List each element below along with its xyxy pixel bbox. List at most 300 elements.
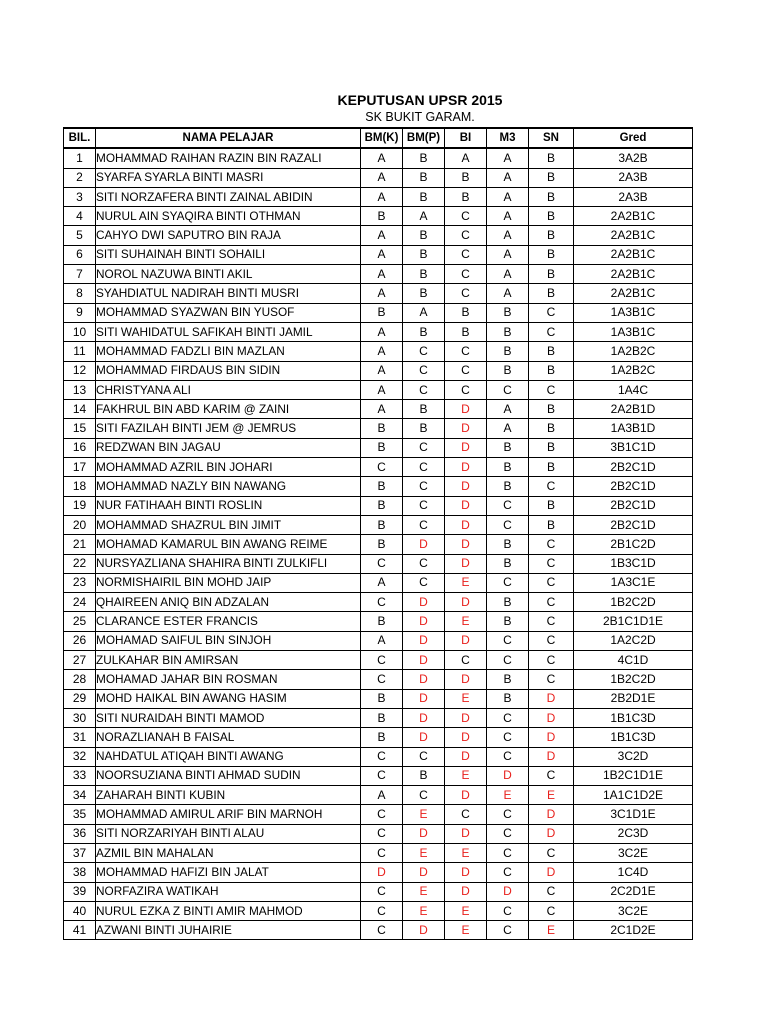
- cell-m3: C: [487, 747, 529, 766]
- cell-m3: D: [487, 882, 529, 901]
- cell-gred: 2B2C1D: [574, 515, 693, 534]
- cell-bi: B: [445, 303, 487, 322]
- table-row: [64, 824, 693, 843]
- cell-bmk: C: [361, 747, 403, 766]
- table-row: [64, 863, 693, 882]
- cell-bmp: C: [403, 458, 445, 477]
- cell-sn: C: [529, 843, 574, 862]
- table-row: [64, 477, 693, 496]
- header-nama-pelajar: NAMA PELAJAR: [96, 128, 361, 148]
- cell-bil: 35: [64, 805, 96, 824]
- cell-bmk: C: [361, 651, 403, 670]
- cell-bil: 8: [64, 284, 96, 303]
- table-row: [64, 168, 693, 187]
- table-row: [64, 651, 693, 670]
- cell-bil: 28: [64, 670, 96, 689]
- cell-bmp: B: [403, 419, 445, 438]
- cell-nama: ZAHARAH BINTI KUBIN: [96, 786, 361, 805]
- cell-bil: 19: [64, 496, 96, 515]
- cell-bmk: B: [361, 708, 403, 727]
- cell-bmp: C: [403, 496, 445, 515]
- cell-m3: A: [487, 265, 529, 284]
- cell-bmp: B: [403, 322, 445, 341]
- cell-nama: SYARFA SYARLA BINTI MASRI: [96, 168, 361, 187]
- cell-bi: B: [445, 187, 487, 206]
- cell-bi: D: [445, 419, 487, 438]
- header-bmk: BM(K): [361, 128, 403, 148]
- cell-m3: C: [487, 863, 529, 882]
- cell-bil: 27: [64, 651, 96, 670]
- cell-m3: C: [487, 901, 529, 920]
- cell-bmk: C: [361, 805, 403, 824]
- cell-bmp: B: [403, 766, 445, 785]
- cell-sn: B: [529, 245, 574, 264]
- cell-m3: C: [487, 380, 529, 399]
- cell-nama: SITI SUHAINAH BINTI SOHAILI: [96, 245, 361, 264]
- cell-nama: NOROL NAZUWA BINTI AKIL: [96, 265, 361, 284]
- cell-gred: 1B2C2D: [574, 670, 693, 689]
- cell-gred: 1A3B1C: [574, 303, 693, 322]
- cell-gred: 1A2B2C: [574, 361, 693, 380]
- cell-nama: FAKHRUL BIN ABD KARIM @ ZAINI: [96, 400, 361, 419]
- cell-bi: C: [445, 380, 487, 399]
- cell-gred: 2A2B1C: [574, 226, 693, 245]
- table-row: [64, 843, 693, 862]
- cell-gred: 1B3C1D: [574, 554, 693, 573]
- cell-sn: C: [529, 303, 574, 322]
- cell-sn: B: [529, 168, 574, 187]
- table-row: [64, 515, 693, 534]
- cell-m3: A: [487, 284, 529, 303]
- cell-bi: C: [445, 361, 487, 380]
- cell-m3: A: [487, 245, 529, 264]
- cell-bmk: C: [361, 593, 403, 612]
- cell-m3: D: [487, 766, 529, 785]
- cell-bmk: A: [361, 226, 403, 245]
- cell-bil: 33: [64, 766, 96, 785]
- cell-bmk: C: [361, 458, 403, 477]
- cell-nama: MOHAMMAD RAIHAN RAZIN BIN RAZALI: [96, 148, 361, 168]
- cell-bmk: C: [361, 901, 403, 920]
- cell-bil: 32: [64, 747, 96, 766]
- cell-bmp: B: [403, 187, 445, 206]
- table-header-row: [64, 128, 693, 148]
- cell-bi: D: [445, 882, 487, 901]
- cell-gred: 1A4C: [574, 380, 693, 399]
- cell-gred: 2C3D: [574, 824, 693, 843]
- cell-bmk: B: [361, 496, 403, 515]
- table-row: [64, 612, 693, 631]
- cell-gred: 1A2B2C: [574, 342, 693, 361]
- cell-bmp: C: [403, 342, 445, 361]
- cell-bmp: E: [403, 805, 445, 824]
- cell-sn: D: [529, 689, 574, 708]
- cell-bil: 20: [64, 515, 96, 534]
- cell-bmk: A: [361, 265, 403, 284]
- cell-bil: 10: [64, 322, 96, 341]
- cell-nama: NURSYAZLIANA SHAHIRA BINTI ZULKIFLI: [96, 554, 361, 573]
- cell-bmp: A: [403, 303, 445, 322]
- cell-bil: 24: [64, 593, 96, 612]
- cell-gred: 2C2D1E: [574, 882, 693, 901]
- school-name: SK BUKIT GARAM.: [365, 110, 475, 124]
- cell-bi: D: [445, 400, 487, 419]
- cell-bil: 5: [64, 226, 96, 245]
- table-row: [64, 322, 693, 341]
- cell-m3: C: [487, 921, 529, 940]
- cell-m3: C: [487, 651, 529, 670]
- cell-bmp: D: [403, 824, 445, 843]
- cell-nama: NUR FATIHAAH BINTI ROSLIN: [96, 496, 361, 515]
- cell-nama: MOHAMMAD HAFIZI BIN JALAT: [96, 863, 361, 882]
- cell-gred: 1B2C1D1E: [574, 766, 693, 785]
- cell-nama: MOHAMMAD FADZLI BIN MAZLAN: [96, 342, 361, 361]
- cell-sn: C: [529, 573, 574, 592]
- table-row: [64, 786, 693, 805]
- cell-bi: D: [445, 747, 487, 766]
- cell-bil: 1: [64, 148, 96, 168]
- cell-bmk: B: [361, 207, 403, 226]
- cell-bi: E: [445, 921, 487, 940]
- cell-bmk: A: [361, 786, 403, 805]
- cell-bil: 23: [64, 573, 96, 592]
- cell-gred: 1A3B1D: [574, 419, 693, 438]
- cell-sn: B: [529, 438, 574, 457]
- cell-nama: SYAHDIATUL NADIRAH BINTI MUSRI: [96, 284, 361, 303]
- cell-bil: 15: [64, 419, 96, 438]
- cell-bmp: D: [403, 651, 445, 670]
- cell-gred: 3B1C1D: [574, 438, 693, 457]
- cell-sn: C: [529, 882, 574, 901]
- cell-m3: A: [487, 168, 529, 187]
- header-m3: M3: [487, 128, 529, 148]
- cell-bmk: A: [361, 400, 403, 419]
- table-row: [64, 573, 693, 592]
- cell-bil: 6: [64, 245, 96, 264]
- cell-m3: C: [487, 496, 529, 515]
- cell-bi: C: [445, 265, 487, 284]
- cell-nama: NORAZLIANAH B FAISAL: [96, 728, 361, 747]
- table-row: [64, 303, 693, 322]
- table-row: [64, 921, 693, 940]
- cell-nama: MOHAMAD SAIFUL BIN SINJOH: [96, 631, 361, 650]
- cell-bil: 36: [64, 824, 96, 843]
- cell-bmp: D: [403, 631, 445, 650]
- cell-bmk: A: [361, 631, 403, 650]
- cell-gred: 3C2E: [574, 901, 693, 920]
- cell-m3: C: [487, 824, 529, 843]
- cell-sn: C: [529, 612, 574, 631]
- cell-bmk: C: [361, 882, 403, 901]
- cell-sn: D: [529, 747, 574, 766]
- cell-m3: B: [487, 458, 529, 477]
- cell-m3: C: [487, 805, 529, 824]
- cell-bil: 18: [64, 477, 96, 496]
- cell-nama: SITI NURAIDAH BINTI MAMOD: [96, 708, 361, 727]
- cell-bmp: D: [403, 593, 445, 612]
- cell-gred: 1B1C3D: [574, 708, 693, 727]
- cell-bil: 12: [64, 361, 96, 380]
- cell-bil: 4: [64, 207, 96, 226]
- table-row: [64, 728, 693, 747]
- table-row: [64, 458, 693, 477]
- cell-bmp: B: [403, 226, 445, 245]
- table-row: [64, 535, 693, 554]
- header-bil: BIL.: [64, 128, 96, 148]
- cell-bi: D: [445, 728, 487, 747]
- cell-m3: B: [487, 322, 529, 341]
- cell-bil: 9: [64, 303, 96, 322]
- cell-bi: C: [445, 207, 487, 226]
- cell-gred: 2A2B1D: [574, 400, 693, 419]
- cell-sn: C: [529, 901, 574, 920]
- cell-sn: B: [529, 226, 574, 245]
- table-row: [64, 805, 693, 824]
- cell-sn: C: [529, 322, 574, 341]
- cell-m3: B: [487, 477, 529, 496]
- cell-nama: CHRISTYANA ALI: [96, 380, 361, 399]
- cell-bi: E: [445, 843, 487, 862]
- cell-nama: MOHAMMAD AMIRUL ARIF BIN MARNOH: [96, 805, 361, 824]
- cell-gred: 1A3C1E: [574, 573, 693, 592]
- cell-bmk: B: [361, 419, 403, 438]
- cell-bmp: B: [403, 245, 445, 264]
- cell-sn: C: [529, 554, 574, 573]
- cell-m3: C: [487, 708, 529, 727]
- cell-bi: D: [445, 863, 487, 882]
- cell-bmk: A: [361, 245, 403, 264]
- cell-nama: NURUL AIN SYAQIRA BINTI OTHMAN: [96, 207, 361, 226]
- cell-bmp: D: [403, 728, 445, 747]
- cell-gred: 2A2B1C: [574, 284, 693, 303]
- cell-gred: 2A2B1C: [574, 245, 693, 264]
- cell-bmp: D: [403, 921, 445, 940]
- cell-bi: C: [445, 651, 487, 670]
- cell-bmp: C: [403, 573, 445, 592]
- cell-bil: 11: [64, 342, 96, 361]
- table-row: [64, 689, 693, 708]
- cell-bmk: B: [361, 728, 403, 747]
- cell-bmk: B: [361, 515, 403, 534]
- cell-bmp: D: [403, 708, 445, 727]
- table-row: [64, 380, 693, 399]
- cell-bi: C: [445, 226, 487, 245]
- cell-bmk: C: [361, 824, 403, 843]
- cell-sn: C: [529, 670, 574, 689]
- cell-m3: A: [487, 400, 529, 419]
- cell-bmk: C: [361, 554, 403, 573]
- cell-gred: 2B2C1D: [574, 477, 693, 496]
- cell-nama: SITI WAHIDATUL SAFIKAH BINTI JAMIL: [96, 322, 361, 341]
- cell-sn: B: [529, 419, 574, 438]
- cell-m3: B: [487, 535, 529, 554]
- cell-bi: C: [445, 342, 487, 361]
- cell-bi: E: [445, 901, 487, 920]
- cell-sn: D: [529, 708, 574, 727]
- cell-bi: D: [445, 496, 487, 515]
- cell-bmp: C: [403, 786, 445, 805]
- cell-gred: 3C2D: [574, 747, 693, 766]
- cell-gred: 2B2C1D: [574, 458, 693, 477]
- cell-bil: 17: [64, 458, 96, 477]
- table-row: [64, 207, 693, 226]
- cell-m3: A: [487, 148, 529, 168]
- header-bi: BI: [445, 128, 487, 148]
- cell-nama: NURUL EZKA Z BINTI AMIR MAHMOD: [96, 901, 361, 920]
- cell-bi: E: [445, 573, 487, 592]
- cell-bmk: B: [361, 612, 403, 631]
- cell-nama: AZMIL BIN MAHALAN: [96, 843, 361, 862]
- cell-bil: 29: [64, 689, 96, 708]
- cell-gred: 2A2B1C: [574, 265, 693, 284]
- cell-sn: D: [529, 728, 574, 747]
- header-bmp: BM(P): [403, 128, 445, 148]
- table-row: [64, 361, 693, 380]
- table-row: [64, 148, 693, 168]
- cell-bi: D: [445, 670, 487, 689]
- cell-bmp: E: [403, 901, 445, 920]
- cell-bmk: A: [361, 342, 403, 361]
- cell-m3: A: [487, 226, 529, 245]
- cell-nama: NORMISHAIRIL BIN MOHD JAIP: [96, 573, 361, 592]
- table-row: [64, 438, 693, 457]
- cell-bil: 26: [64, 631, 96, 650]
- cell-sn: B: [529, 207, 574, 226]
- cell-bmp: D: [403, 612, 445, 631]
- cell-bmk: C: [361, 843, 403, 862]
- cell-nama: AZWANI BINTI JUHAIRIE: [96, 921, 361, 940]
- page-title: KEPUTUSAN UPSR 2015: [337, 92, 503, 108]
- cell-bmp: A: [403, 207, 445, 226]
- cell-bmk: A: [361, 187, 403, 206]
- cell-bmk: A: [361, 380, 403, 399]
- cell-nama: NOORSUZIANA BINTI AHMAD SUDIN: [96, 766, 361, 785]
- header-sn: SN: [529, 128, 574, 148]
- cell-bmp: C: [403, 747, 445, 766]
- cell-bi: B: [445, 168, 487, 187]
- cell-bil: 21: [64, 535, 96, 554]
- cell-nama: MOHD HAIKAL BIN AWANG HASIM: [96, 689, 361, 708]
- table-row: [64, 747, 693, 766]
- cell-bmk: A: [361, 168, 403, 187]
- cell-nama: SITI NORZAFERA BINTI ZAINAL ABIDIN: [96, 187, 361, 206]
- cell-gred: 2B1C2D: [574, 535, 693, 554]
- cell-gred: 3C2E: [574, 843, 693, 862]
- cell-gred: 1B2C2D: [574, 593, 693, 612]
- cell-m3: C: [487, 728, 529, 747]
- cell-m3: B: [487, 361, 529, 380]
- cell-bmk: B: [361, 438, 403, 457]
- cell-bmp: C: [403, 515, 445, 534]
- cell-gred: 1A1C1D2E: [574, 786, 693, 805]
- cell-m3: A: [487, 187, 529, 206]
- cell-bmp: B: [403, 148, 445, 168]
- cell-gred: 2C1D2E: [574, 921, 693, 940]
- cell-bi: D: [445, 631, 487, 650]
- cell-bil: 39: [64, 882, 96, 901]
- cell-m3: B: [487, 689, 529, 708]
- cell-bmp: C: [403, 554, 445, 573]
- cell-m3: C: [487, 631, 529, 650]
- table-row: [64, 284, 693, 303]
- cell-gred: 1B1C3D: [574, 728, 693, 747]
- cell-m3: B: [487, 554, 529, 573]
- cell-m3: C: [487, 843, 529, 862]
- cell-sn: B: [529, 265, 574, 284]
- cell-bmp: D: [403, 670, 445, 689]
- cell-bmp: E: [403, 882, 445, 901]
- cell-bmk: A: [361, 284, 403, 303]
- cell-bi: D: [445, 535, 487, 554]
- cell-m3: C: [487, 573, 529, 592]
- cell-nama: MOHAMAD KAMARUL BIN AWANG REIME: [96, 535, 361, 554]
- results-table: [63, 127, 693, 940]
- cell-bmk: A: [361, 361, 403, 380]
- table-row: [64, 708, 693, 727]
- cell-nama: MOHAMAD JAHAR BIN ROSMAN: [96, 670, 361, 689]
- cell-bmk: A: [361, 148, 403, 168]
- cell-bil: 41: [64, 921, 96, 940]
- cell-gred: 2A2B1C: [574, 207, 693, 226]
- cell-bi: D: [445, 708, 487, 727]
- cell-sn: E: [529, 921, 574, 940]
- table-row: [64, 419, 693, 438]
- cell-sn: B: [529, 515, 574, 534]
- cell-gred: 2A3B: [574, 168, 693, 187]
- cell-bi: D: [445, 515, 487, 534]
- cell-nama: MOHAMMAD NAZLY BIN NAWANG: [96, 477, 361, 496]
- cell-bil: 38: [64, 863, 96, 882]
- cell-nama: SITI NORZARIYAH BINTI ALAU: [96, 824, 361, 843]
- results-body: [64, 148, 693, 940]
- table-row: [64, 554, 693, 573]
- cell-bi: C: [445, 245, 487, 264]
- cell-bil: 22: [64, 554, 96, 573]
- cell-bi: A: [445, 148, 487, 168]
- cell-sn: C: [529, 535, 574, 554]
- cell-m3: B: [487, 612, 529, 631]
- cell-sn: C: [529, 593, 574, 612]
- cell-bmp: C: [403, 477, 445, 496]
- cell-gred: 2B2C1D: [574, 496, 693, 515]
- cell-bmp: D: [403, 535, 445, 554]
- cell-bi: D: [445, 786, 487, 805]
- cell-gred: 2B2D1E: [574, 689, 693, 708]
- cell-bmp: C: [403, 361, 445, 380]
- table-row: [64, 187, 693, 206]
- cell-gred: 4C1D: [574, 651, 693, 670]
- cell-gred: 3A2B: [574, 148, 693, 168]
- cell-gred: 1A2C2D: [574, 631, 693, 650]
- cell-gred: 2A3B: [574, 187, 693, 206]
- cell-nama: QHAIREEN ANIQ BIN ADZALAN: [96, 593, 361, 612]
- cell-bil: 13: [64, 380, 96, 399]
- cell-bmp: B: [403, 168, 445, 187]
- cell-bmp: B: [403, 400, 445, 419]
- cell-bil: 34: [64, 786, 96, 805]
- cell-bi: D: [445, 593, 487, 612]
- cell-sn: B: [529, 284, 574, 303]
- cell-bi: C: [445, 805, 487, 824]
- cell-bmk: A: [361, 322, 403, 341]
- cell-sn: C: [529, 477, 574, 496]
- cell-bmk: C: [361, 766, 403, 785]
- table-row: [64, 593, 693, 612]
- table-row: [64, 226, 693, 245]
- cell-m3: A: [487, 419, 529, 438]
- cell-sn: E: [529, 786, 574, 805]
- cell-bi: E: [445, 766, 487, 785]
